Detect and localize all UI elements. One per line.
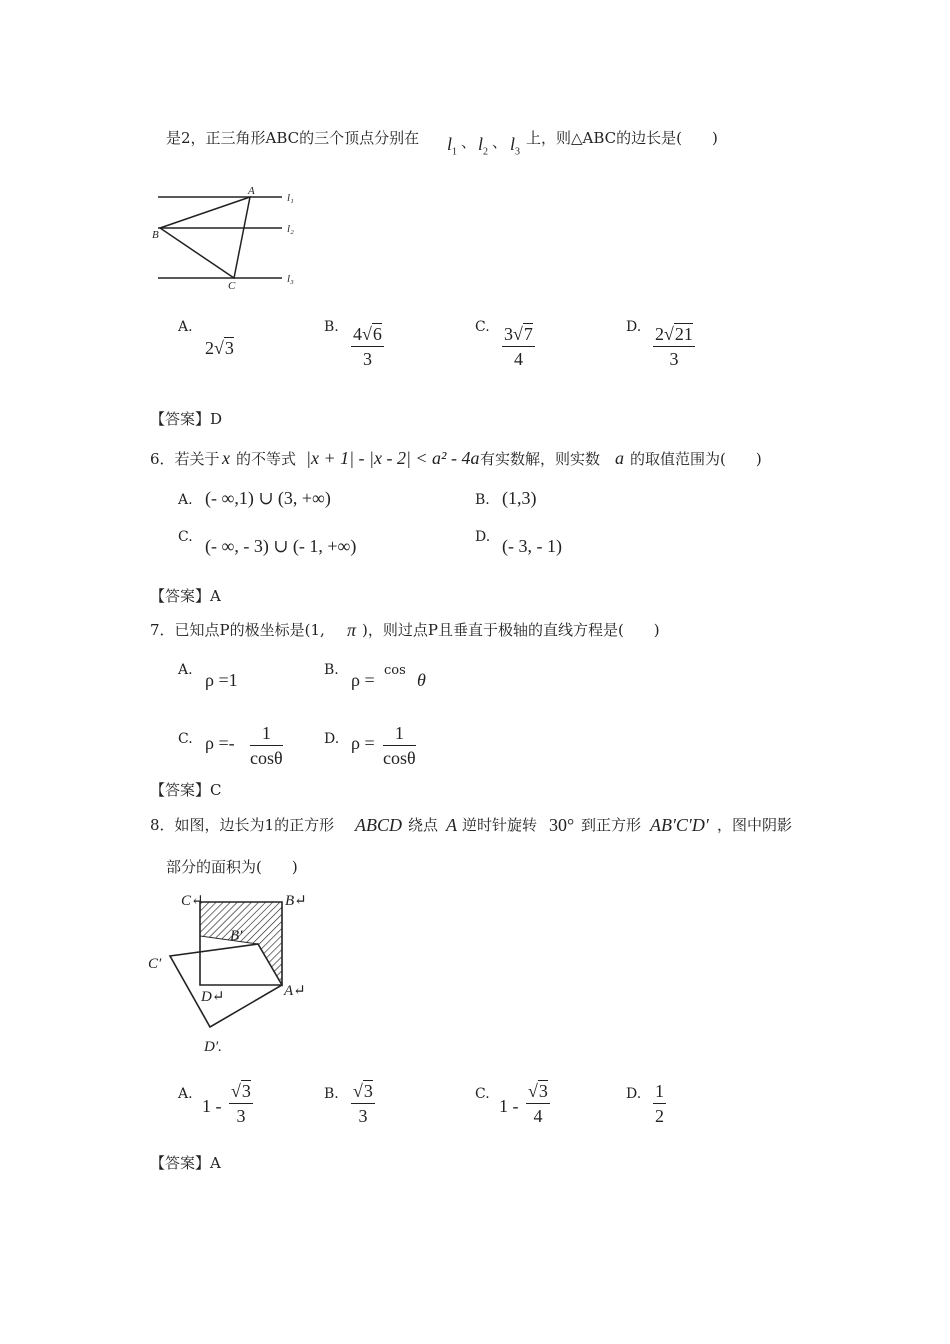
q6-option-a-label[interactable]: A. [178, 492, 193, 508]
q6-option-d-value[interactable]: (- 3, - 1) [502, 536, 562, 556]
q8-stem-c: 逆时针旋转 [462, 816, 538, 834]
q8-fig-label-D: D↵ [201, 989, 225, 1005]
q7-option-b-lhs[interactable]: ρ = [351, 670, 375, 690]
q8-stem-line2: 部分的面积为( ) [166, 858, 298, 876]
q5-fig-label-l3: l₃ [287, 273, 294, 285]
q5-l3: $l_3$ [510, 134, 521, 158]
q8-fig-label-A: A↵ [284, 983, 306, 999]
q5-stem-part1: 是2，正三角形ABC的三个顶点分别在 [166, 129, 420, 147]
q5-fig-label-C: C [228, 280, 236, 292]
q8-option-d-label[interactable]: D. [626, 1086, 642, 1102]
q8-option-b-fraction[interactable]: $\frac{√3}{3}$ [353, 1081, 373, 1126]
q6-stem-c: 有实数解，则实数 [480, 450, 601, 468]
q5-fig-label-l1: l₁ [287, 192, 294, 204]
q6-stem-b: 的不等式 [236, 450, 297, 468]
q6-option-b-value[interactable]: (1,3) [502, 488, 537, 508]
q6-var-a: a [615, 448, 624, 468]
q7-option-b-cos[interactable]: cos [384, 663, 406, 678]
q6-answer: 【答案】A [150, 587, 221, 605]
q7-stem-b: )，则过点P且垂直于极轴的直线方程是( ) [362, 621, 660, 639]
q8-stem-b: 绕点 [408, 816, 439, 834]
q5-option-a-label[interactable]: A. [178, 319, 193, 335]
q7-option-d-lhs[interactable]: ρ = [351, 733, 375, 753]
q7-option-b-label[interactable]: B. [324, 662, 339, 678]
q6-option-d-label[interactable]: D. [475, 529, 491, 545]
q5-option-d-label[interactable]: D. [626, 319, 642, 335]
q5-stem-part2: 上，则△ABC的边长是( ) [526, 129, 718, 147]
q8-option-b-label[interactable]: B. [324, 1086, 339, 1102]
q8-abcd: ABCD [355, 815, 402, 835]
q5-option-b-label[interactable]: B. [324, 319, 339, 335]
q7-option-d-label[interactable]: D. [324, 731, 340, 747]
q8-option-a-fraction[interactable]: $\frac{√3}{3}$ [231, 1081, 251, 1126]
q8-angle: 30° [549, 815, 575, 835]
q7-option-c-label[interactable]: C. [178, 731, 193, 747]
q5-fig-label-l2: l₂ [287, 223, 294, 235]
q8-answer: 【答案】A [150, 1154, 221, 1172]
q8-option-c-fraction[interactable]: $\frac{√3}{4}$ [528, 1081, 548, 1126]
q8-stem-d: 到正方形 [581, 816, 642, 834]
q8-fig-label-C: C↵ [181, 893, 204, 909]
q5-figure-parallel-lines-triangle [150, 183, 310, 293]
q8-fig-label-Bprime: B′ [230, 928, 243, 944]
q7-answer: 【答案】C [150, 781, 222, 799]
q8-option-c-label[interactable]: C. [475, 1086, 490, 1102]
q7-pi: π [347, 620, 357, 640]
q6-stem-d: 的取值范围为( ) [630, 450, 762, 468]
q6-option-a-value[interactable]: (- ∞,1) ∪ (3, +∞) [205, 488, 331, 508]
q5-option-c-value[interactable]: $\frac{3√7}{4}$ [504, 324, 533, 369]
q5-option-d-value[interactable]: $\frac{2√21}{3}$ [655, 324, 693, 369]
q5-sep2: 、 [492, 133, 508, 151]
q6-var-x: x [222, 448, 230, 468]
q7-option-c-lhs[interactable]: ρ =- [205, 733, 235, 753]
q5-fig-label-B: B [152, 229, 159, 241]
q6-option-c-label[interactable]: C. [178, 529, 193, 545]
q7-option-c-fraction[interactable]: $\frac{1}{\cos\theta}$ [250, 723, 283, 768]
q8-abcd-prime: AB′C′D′ [650, 815, 709, 835]
q5-option-c-label[interactable]: C. [475, 319, 490, 335]
q7-option-a-label[interactable]: A. [178, 662, 193, 678]
q5-fig-label-A: A [248, 185, 255, 197]
q7-option-d-fraction[interactable]: $\frac{1}{\cos\theta}$ [383, 723, 416, 768]
q8-point-a: A [446, 815, 457, 835]
q6-stem-a: 6．若关于 [150, 450, 220, 468]
q5-l2: $l_2$ [478, 134, 489, 158]
q8-fig-label-B: B↵ [285, 893, 307, 909]
q8-option-a-label[interactable]: A. [178, 1086, 193, 1102]
q8-stem-a: 8．如图，边长为1的正方形 [150, 816, 335, 834]
q7-option-a-value[interactable]: ρ =1 [205, 670, 238, 690]
q5-option-b-value[interactable]: $\frac{4√6}{3}$ [353, 324, 382, 369]
q5-option-a-value[interactable]: 2√3 [205, 338, 234, 358]
q8-option-c-pre[interactable]: 1 - [499, 1096, 519, 1116]
q7-stem-a: 7．已知点P的极坐标是(1, [150, 621, 325, 639]
q8-option-d-fraction[interactable]: $\frac{1}{2}$ [655, 1081, 664, 1126]
q5-answer: 【答案】D [150, 410, 223, 428]
q6-inequality: |x + 1| - |x - 2| < a² - 4a [306, 448, 480, 468]
q6-option-c-value[interactable]: (- ∞, - 3) ∪ (- 1, +∞) [205, 536, 357, 556]
q8-fig-label-Dprime: D′. [204, 1039, 222, 1055]
q7-option-b-theta[interactable]: θ [417, 670, 426, 690]
q6-option-b-label[interactable]: B. [475, 492, 490, 508]
q5-sep1: 、 [461, 133, 477, 151]
q8-option-a-pre[interactable]: 1 - [202, 1096, 222, 1116]
q8-figure-rotated-squares [145, 888, 315, 1058]
q8-stem-e: ，图中阴影 [717, 816, 793, 834]
q5-l1: $l_1$ [447, 134, 458, 158]
q8-fig-label-Cprime: C′ [148, 956, 162, 972]
